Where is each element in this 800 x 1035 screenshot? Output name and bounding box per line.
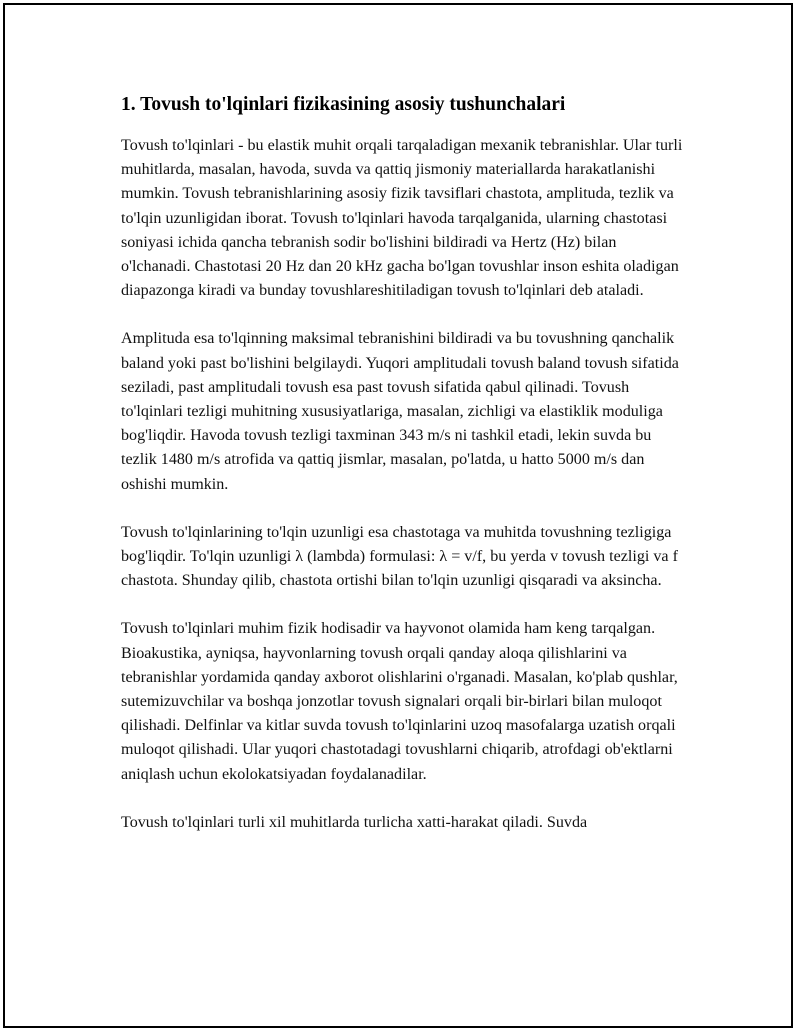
page-content	[121, 93, 689, 859]
paragraph-1: Tovush to'lqinlari - bu elastik muhit orqali tarqaladigan mexanik tebranishlar. Ular turli muhitlarda, masalan, havoda, suvda va qattiq jismoniy materiallarda harakatlanishi mumkin. Tovush tebranishlarining asosiy fizik tavsiflari chastota, amplituda, tezlik va to'lqin uzunligidan iborat. Tovush to'lqinlari havoda tarqalganida, ularning chastotasi soniyasi ichida qancha tebranish sodir bo'lishini bildiradi va Hertz (Hz) bilan o'lchanadi. Chastotasi 20 Hz dan 20 kHz gacha bo'lgan tovushlar inson eshita oladigan diapazonga kiradi va bunday tovushlareshitiladigan tovush to'lqinlari deb ataladi.	[121, 137, 683, 300]
paragraph-3: Tovush to'lqinlarining to'lqin uzunligi esa chastotaga va muhitda tovushning tezligiga bog'liqdir. To'lqin uzunligi λ (lambda) formulasi: λ = v/f, bu yerda v tovush tezligi va f chastota. Shunday qilib, chastota ortishi bilan to'lqin uzunligi qisqaradi va aksincha.	[121, 523, 678, 590]
section-heading: 1. Tovush to'lqinlari fizikasining asosiy tushunchalari	[121, 94, 566, 115]
document-page	[3, 3, 793, 1028]
paragraph-5: Tovush to'lqinlari turli xil muhitlarda turlicha xatti-harakat qiladi. Suvda	[121, 813, 588, 831]
paragraph-2: Amplituda esa to'lqinning maksimal tebranishini bildiradi va bu tovushning qanchalik baland yoki past bo'lishini belgilaydi. Yuqori amplitudali tovush baland tovush sifatida seziladi, past amplitudali tovush esa past tovush sifatida qabul qilinadi. Tovush to'lqinlari tezligi muhitning xususiyatlariga, masalan, zichligi va elastiklik moduliga bog'liqdir. Havoda tovush tezligi taxminan 343 m/s ni tashkil etadi, lekin suvda bu tezlik 1480 m/s atrofida va qattiq jismlar, masalan, po'latda, u hatto 5000 m/s dan oshishi mumkin.	[121, 330, 679, 493]
paragraph-4: Tovush to'lqinlari muhim fizik hodisadir va hayvonot olamida ham keng tarqalgan. Bioakustika, ayniqsa, hayvonlarning tovush orqali qanday aloqa qilishlarini va tebranishlar yordamida qanday axborot olishlarini o'rganadi. Masalan, ko'plab qushlar, sutemizuvchilar va boshqa jonzotlar tovush signalari orqali bir-birlari bilan muloqot qilishadi. Delfinlar va kitlar suvda tovush to'lqinlarini uzoq masofalarga uzatish orqali muloqot qilishadi. Ular yuqori chastotadagi tovushlarni chiqarib, atrofdagi ob'ektlarni aniqlash uchun ekolokatsiyadan foydalanadilar.	[121, 620, 678, 783]
